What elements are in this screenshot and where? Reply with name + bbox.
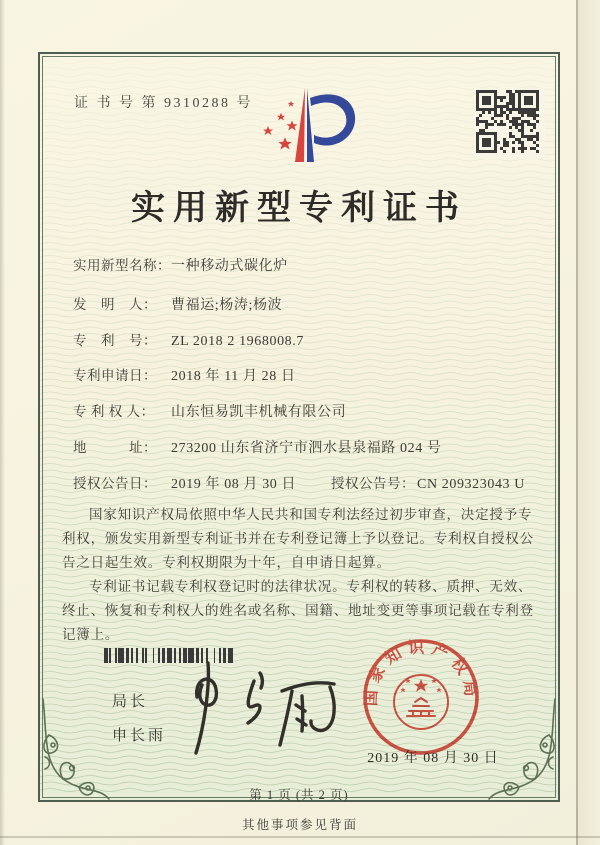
field-label: 专 利 号： (73, 333, 157, 348)
field-value: 273200 山东省济宁市泗水县泉福路 024 号 (171, 441, 442, 456)
field-row-address (73, 436, 552, 456)
certificate-title: 实用新型专利证书 (131, 190, 467, 227)
official-name: 申长雨 (112, 728, 167, 744)
paper-edge (578, 0, 600, 845)
seal-date: 2019 年 08 月 30 日 (367, 751, 499, 766)
svg-text:国家知识产权局 (361, 638, 480, 706)
paragraph: 国家知识产权局依照中华人民共和国专利法经过初步审查，决定授予专利权，颁发实用新型专利证书并在专利登记簿上予以登记。专利权自授权公告之日起生效。专利权期限为十年，自申请日起算。 (62, 507, 534, 571)
field-label: 专利申请日： (73, 368, 157, 383)
field-value: 山东恒易凯丰机械有限公司 (171, 405, 347, 420)
field-label: 专 利 权 人： (73, 404, 155, 419)
page-indicator: 第 1 页 (共 2 页) (249, 788, 349, 802)
field-row-patent-no (73, 329, 552, 349)
field-label: 授权公告号： (331, 476, 415, 491)
field-value: CN 209323043 U (417, 477, 525, 492)
paper-edge (0, 0, 5, 845)
paragraph: 专利证书记载专利权登记时的法律状况。专利权的转移、质押、无效、终止、恢复和专利权人的姓名或名称、国籍、地址变更等事项记载在专利登记簿上。 (62, 579, 534, 643)
field-row-name (73, 254, 552, 274)
signature-icon (162, 655, 352, 767)
field-pair-grant-no (331, 472, 525, 493)
field-value: 一种移动式碳化炉 (171, 259, 288, 274)
qr-code (474, 88, 545, 159)
legal-text (62, 503, 540, 647)
field-row-filing-date (73, 364, 552, 384)
cnipa-logo-icon (250, 82, 364, 168)
seal-org-text: 国家知识产权局 (363, 639, 480, 707)
field-row-patentee (73, 400, 552, 420)
field-label: 发 明 人： (73, 297, 157, 312)
paper-edge (0, 836, 600, 838)
field-row-inventor (73, 293, 552, 313)
field-label: 实用新型名称： (73, 258, 171, 273)
field-value: 2019 年 08 月 30 日 (171, 477, 297, 492)
field-row-grant (73, 472, 552, 492)
certificate-number: 证 书 号 第 9310288 号 (74, 96, 253, 111)
field-label: 授权公告日： (73, 476, 157, 491)
field-value: ZL 2018 2 1968008.7 (171, 334, 304, 349)
field-label: 地 址： (73, 440, 157, 455)
official-title: 局长 (112, 694, 149, 710)
paper-edge (576, 0, 578, 845)
official-seal-icon (360, 636, 482, 758)
field-value: 曹福运;杨涛;杨波 (171, 298, 283, 313)
field-value: 2018 年 11 月 28 日 (171, 369, 296, 384)
back-note: 其他事项参见背面 (241, 818, 358, 832)
